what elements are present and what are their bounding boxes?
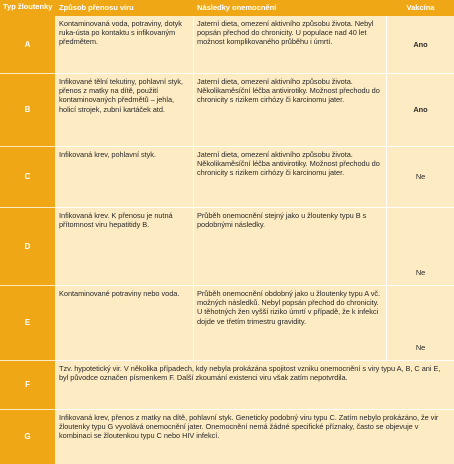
transmission-cell-a: Kontaminovaná voda, potraviny, dotyk ruka-ústa po kontaktu s infikovaným předmětem. <box>59 19 182 47</box>
consequences-cell-d: Průběh onemocnění stejný jako u žloutenky typu B s podobnými následky. <box>197 211 367 230</box>
type-cell-f: F <box>0 361 55 409</box>
vaccine-cell-b: Ano <box>413 105 428 115</box>
header-type: Typ žloutenky <box>0 0 55 16</box>
table-header <box>0 0 454 16</box>
type-cell-c: C <box>0 147 55 207</box>
type-cell-e: E <box>0 286 55 360</box>
vaccine-cell-d: Ne <box>415 267 426 277</box>
type-cell-b: B <box>0 74 55 146</box>
consequences-cell-b: Jaterní dieta, omezení aktivního způsobu života. Několikaměsíční léčba antivirotiky. Možnost přechodu do chronicity s rizikem cirhózy či karcinomu jater. <box>197 77 380 105</box>
consequences-cell-a: Jaterní dieta, omezení aktivního způsobu života. Nebyl popsán přechod do chronicity. U populace nad 40 let možnost komplikovaného průběhu i úmrtí. <box>197 19 374 47</box>
type-cell-a: A <box>0 16 55 73</box>
type-cell-d: D <box>0 208 55 285</box>
consequences-cell-c: Jaterní dieta, omezení aktivního způsobu života. Několikaměsíční léčba antivirotiky. Možnost přechodu do chronicity s rizikem cirhózy či karcinomu jater. <box>197 150 380 178</box>
transmission-cell-d: Infikovaná krev. K přenosu je nutná přítomnost viru hepatitidy B. <box>59 211 173 230</box>
header-transmission: Způsob přenosu viru <box>59 3 134 12</box>
transmission-cell-e: Kontaminované potraviny nebo voda. <box>59 289 180 298</box>
description-cell-g: Infikovaná krev, přenos z matky na dítě, pohlavní styk. Geneticky podobný viru typu C. Zatím nebylo prokázáno, že vir žloutenky typu G vyvolává onemocnění jater. Onemocnění nemá žádné specifické příznaky, často se objevuje v kombinaci se žloutenkou typu C nebo HIV infekcí. <box>59 413 439 441</box>
vaccine-cell-e: Ne <box>415 342 426 352</box>
transmission-cell-c: Infikovaná krev, pohlavní styk. <box>59 150 156 159</box>
header-consequences: Následky onemocnění <box>197 3 277 12</box>
header-vaccine: Vakcína <box>406 3 435 12</box>
type-cell-g: G <box>0 410 55 464</box>
column-divider <box>193 16 194 360</box>
vaccine-cell-c: Ne <box>415 172 426 182</box>
table-row-f <box>0 361 454 409</box>
table-row-g <box>0 410 454 464</box>
consequences-cell-e: Průběh onemocnění obdobný jako u žloutenky typu A vč. možných následků. Nebyl popsán přechod do chronicity. U těhotných žen vyšší riziko úmrtí v případě, že k infekci dojde ve třetím trimestru gravidity. <box>197 289 381 326</box>
transmission-cell-b: Infikované tělní tekutiny, pohlavní styk, přenos z matky na dítě, použití kontaminovaných předmětů – jehla, holicí strojek, zubní kartáček atd. <box>59 77 183 114</box>
column-divider <box>386 16 387 360</box>
description-cell-f: Tzv. hypotetický vir. V několika případech, kdy nebyla prokázána spojitost vzniku onemocnění s viry typu A, B, C ani E, byl původce označen písmenkem F. Další zkoumání existenci viru však zatím nepotvrdila. <box>59 364 441 383</box>
vaccine-cell-a: Ano <box>413 39 428 49</box>
